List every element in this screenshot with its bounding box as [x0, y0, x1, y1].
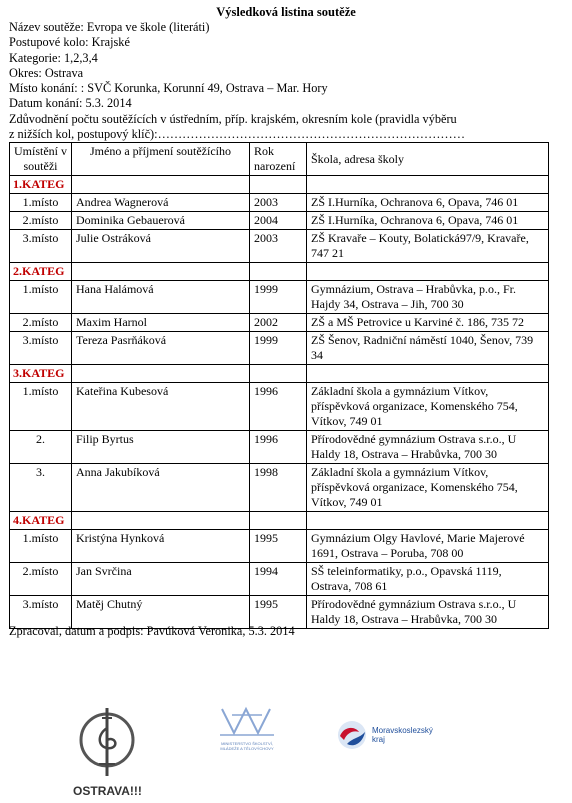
- place-cell: 2.místo: [10, 563, 72, 596]
- category-row: [10, 365, 549, 383]
- ostrava-logo-text: OSTRAVA!!!: [73, 784, 142, 798]
- msmt-logo-text: MINISTERSTVO ŠKOLSTVÍ, MLÁDEŽE A TĚLOVÝCHOVY: [220, 741, 274, 751]
- year-cell: 2004: [250, 212, 307, 230]
- msk-logo: [335, 718, 455, 758]
- category-row: [10, 512, 549, 530]
- footer-signature: Zpracoval, datum a podpis: Pavúková Veronika, 5.3. 2014: [9, 624, 295, 638]
- place-cell: 3.místo: [10, 596, 72, 629]
- year-cell: 2003: [250, 194, 307, 212]
- year-cell: 1995: [250, 530, 307, 563]
- name-cell: Kristýna Hynková: [72, 530, 250, 563]
- year-cell: 1996: [250, 383, 307, 431]
- empty-cell: [307, 365, 549, 383]
- year-cell: 1999: [250, 332, 307, 365]
- table-row: [10, 332, 549, 365]
- name-cell: Andrea Wagnerová: [72, 194, 250, 212]
- table-row: [10, 230, 549, 263]
- category-label: 3.KATEG: [10, 365, 72, 383]
- name-cell: Hana Halámová: [72, 281, 250, 314]
- results-body: [10, 176, 549, 629]
- selection-note-cont: z nižších kol, postupový klíč):…………………………………………………………………: [9, 127, 465, 142]
- contest-round: Postupové kolo: Krajské: [9, 35, 130, 50]
- place-cell: 1.místo: [10, 194, 72, 212]
- results-table: [9, 142, 549, 629]
- year-cell: 1996: [250, 431, 307, 464]
- empty-cell: [250, 512, 307, 530]
- school-cell: SŠ teleinformatiky, p.o., Opavská 1119, Ostrava, 708 61: [307, 563, 549, 596]
- place-cell: 1.místo: [10, 530, 72, 563]
- table-row: [10, 281, 549, 314]
- table-row: [10, 212, 549, 230]
- name-cell: Julie Ostráková: [72, 230, 250, 263]
- header-place: Umístění v soutěži: [10, 143, 72, 176]
- contest-name: Název soutěže: Evropa ve škole (literáti): [9, 20, 210, 34]
- school-cell: Základní škola a gymnázium Vítkov, příspěvková organizace, Komenského 754, Vítkov, 749 01: [307, 383, 549, 431]
- school-cell: Přírodovědné gymnázium Ostrava s.r.o., U Haldy 18, Ostrava – Hrabůvka, 700 30: [307, 596, 549, 629]
- name-cell: Dominika Gebauerová: [72, 212, 250, 230]
- year-cell: 1995: [250, 596, 307, 629]
- place-cell: 3.místo: [10, 230, 72, 263]
- ostrava-logo: [55, 698, 160, 800]
- category-row: [10, 176, 549, 194]
- selection-note: Zdůvodnění počtu soutěžících v ústředním, příp. krajském, okresním kole (pravidla výběru: [9, 111, 457, 126]
- table-row: [10, 530, 549, 563]
- contest-date: Datum konání: 5.3. 2014: [9, 96, 132, 111]
- contest-info: [9, 20, 465, 142]
- year-cell: 1999: [250, 281, 307, 314]
- place-cell: 3.: [10, 464, 72, 512]
- year-cell: 2003: [250, 230, 307, 263]
- category-row: [10, 263, 549, 281]
- name-cell: Anna Jakubíková: [72, 464, 250, 512]
- school-cell: ZŠ I.Hurníka, Ochranova 6, Opava, 746 01: [307, 194, 549, 212]
- place-cell: 2.: [10, 431, 72, 464]
- category-label: 4.KATEG: [10, 512, 72, 530]
- empty-cell: [72, 176, 250, 194]
- empty-cell: [72, 365, 250, 383]
- school-cell: Základní škola a gymnázium Vítkov, příspěvková organizace, Komenského 754, Vítkov, 749 01: [307, 464, 549, 512]
- ostrava-emblem-icon: [55, 698, 160, 784]
- table-row: [10, 383, 549, 431]
- name-cell: Kateřina Kubesová: [72, 383, 250, 431]
- logo-strip: [0, 690, 572, 800]
- place-cell: 1.místo: [10, 281, 72, 314]
- table-row: [10, 431, 549, 464]
- empty-cell: [307, 176, 549, 194]
- table-row: [10, 194, 549, 212]
- table-header-row: [10, 143, 549, 176]
- table-row: [10, 314, 549, 332]
- empty-cell: [307, 512, 549, 530]
- category-label: 2.KATEG: [10, 263, 72, 281]
- table-row: [10, 464, 549, 512]
- name-cell: Jan Svrčina: [72, 563, 250, 596]
- school-cell: Gymnázium, Ostrava – Hrabůvka, p.o., Fr. Hajdy 34, Ostrava – Jih, 700 30: [307, 281, 549, 314]
- name-cell: Matěj Chutný: [72, 596, 250, 629]
- header-year: Rok narození: [250, 143, 307, 176]
- school-cell: ZŠ a MŠ Petrovice u Karviné č. 186, 735 72: [307, 314, 549, 332]
- msmt-logo: [212, 705, 282, 755]
- place-cell: 1.místo: [10, 383, 72, 431]
- name-cell: Tereza Pasrňáková: [72, 332, 250, 365]
- name-cell: Maxim Harnol: [72, 314, 250, 332]
- msk-logo-text: Moravskoslezský kraj: [372, 726, 433, 744]
- empty-cell: [72, 263, 250, 281]
- document-title: Výsledková listina soutěže: [216, 5, 356, 19]
- empty-cell: [250, 176, 307, 194]
- table-row: [10, 563, 549, 596]
- category-label: 1.KATEG: [10, 176, 72, 194]
- year-cell: 1994: [250, 563, 307, 596]
- place-cell: 2.místo: [10, 314, 72, 332]
- year-cell: 2002: [250, 314, 307, 332]
- header-school: Škola, adresa školy: [307, 143, 549, 176]
- school-cell: ZŠ Šenov, Radniční náměstí 1040, Šenov, 739 34: [307, 332, 549, 365]
- empty-cell: [307, 263, 549, 281]
- contest-category: Kategorie: 1,2,3,4: [9, 50, 98, 65]
- year-cell: 1998: [250, 464, 307, 512]
- school-cell: Přírodovědné gymnázium Ostrava s.r.o., U Haldy 18, Ostrava – Hrabůvka, 700 30: [307, 431, 549, 464]
- place-cell: 3.místo: [10, 332, 72, 365]
- name-cell: Filip Byrtus: [72, 431, 250, 464]
- school-cell: ZŠ Kravaře – Kouty, Bolatická97/9, Kravaře, 747 21: [307, 230, 549, 263]
- school-cell: Gymnázium Olgy Havlové, Marie Majerové 1691, Ostrava – Poruba, 708 00: [307, 530, 549, 563]
- header-name: Jméno a příjmení soutěžícího: [72, 143, 250, 176]
- msmt-emblem-icon: [212, 705, 282, 741]
- empty-cell: [250, 365, 307, 383]
- empty-cell: [72, 512, 250, 530]
- empty-cell: [250, 263, 307, 281]
- school-cell: ZŠ I.Hurníka, Ochranova 6, Opava, 746 01: [307, 212, 549, 230]
- place-cell: 2.místo: [10, 212, 72, 230]
- contest-district: Okres: Ostrava: [9, 65, 84, 80]
- msk-emblem-icon: [335, 718, 369, 752]
- contest-venue: Místo konání: : SVČ Korunka, Korunní 49, Ostrava – Mar. Hory: [9, 81, 328, 96]
